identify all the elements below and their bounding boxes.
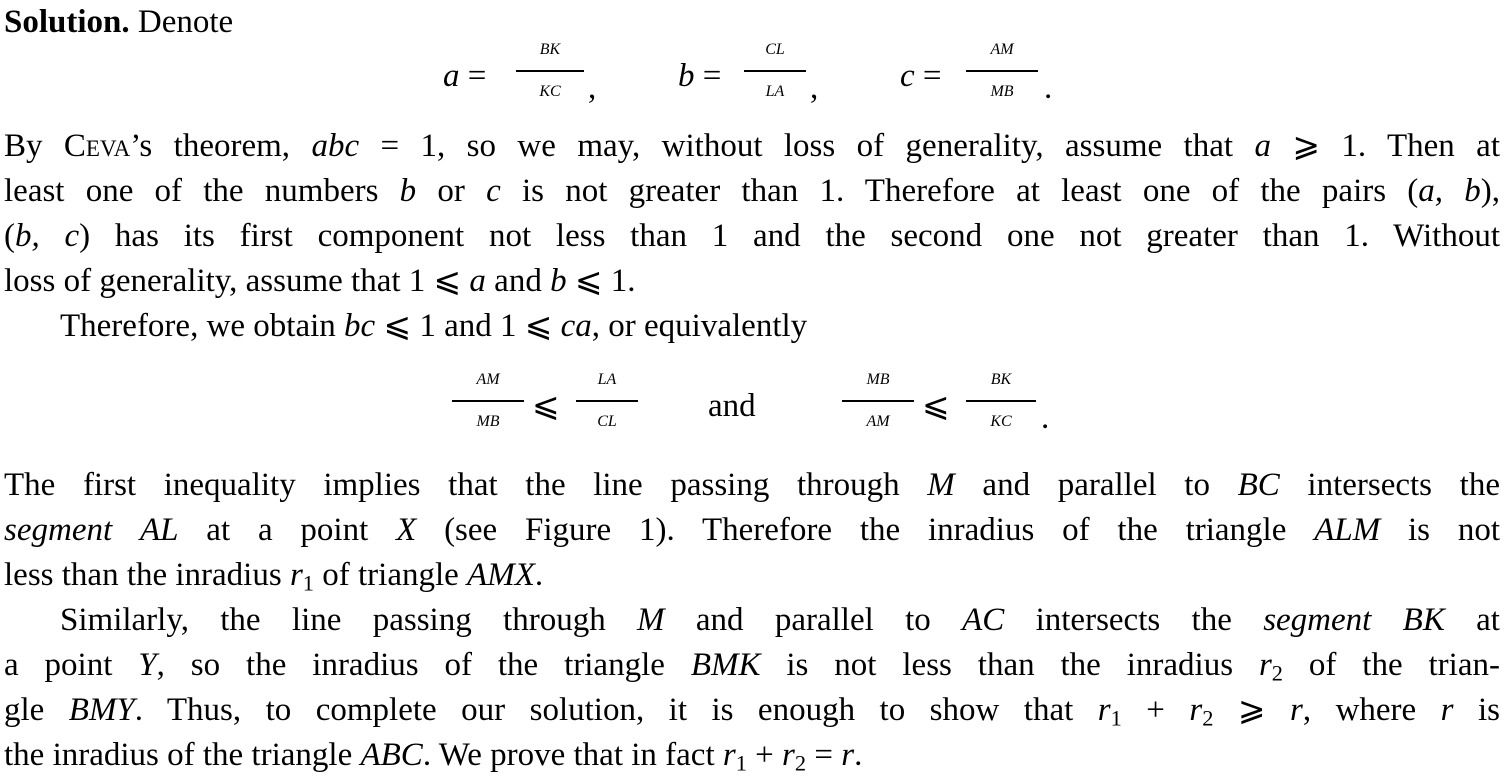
para1-line4: loss of generality, assume that 1 ⩽ a and b ⩽ 1. bbox=[4, 263, 636, 299]
eq-a-lhs: a = bbox=[443, 58, 487, 94]
eq-c-period: . bbox=[1044, 70, 1053, 106]
ineq-left-frac2: LA CL bbox=[576, 360, 638, 442]
var-a: a bbox=[443, 58, 460, 94]
para4-line4: the inradius of the triangle ABC. We prove that in fact $r_1 + r_2 = r$. bbox=[4, 737, 863, 776]
para3-line2: segment AL at a point X (see Figure 1). Therefore the inradius of the triangle ALM is not bbox=[4, 512, 1501, 548]
fraction-a-denominator: KC bbox=[539, 83, 561, 100]
ineq-period: . bbox=[1041, 400, 1050, 436]
fraction-c-numerator: AM bbox=[990, 41, 1014, 58]
denote-text: Denote bbox=[137, 4, 234, 40]
para2-line1: Therefore, we obtain bc ⩽ 1 and 1 ⩽ ca, or equivalently bbox=[60, 308, 808, 344]
ceva-name: Ceva bbox=[63, 128, 131, 164]
ineq-right-rel: ⩽ bbox=[922, 388, 950, 424]
para1-line2: least one of the numbers b or c is not greater than 1. Therefore at least one of the pairs (a, b), bbox=[4, 173, 1500, 209]
eq-a-comma: , bbox=[588, 70, 597, 106]
solution-label: Solution. bbox=[4, 4, 130, 40]
fraction-b-denominator: LA bbox=[765, 83, 785, 100]
para4-line3: gle BMY. Thus, to complete our solution, it is enough to show that $r_1 + r_2$ ⩾ r, where r is bbox=[4, 692, 1500, 731]
fraction-c-denominator: MB bbox=[990, 83, 1014, 100]
eq-b-comma: , bbox=[810, 70, 819, 106]
ineq-left-rel: ⩽ bbox=[532, 388, 560, 424]
fraction-a bbox=[516, 30, 584, 112]
para1-line1: By Ceva’s theorem, abc = 1, so we may, without loss of generality, assume that a ⩾ 1. Then at bbox=[4, 128, 1500, 164]
fraction-b-numerator: CL bbox=[765, 41, 785, 58]
para3-line1: The first inequality implies that the line passing through M and parallel to BC intersects the bbox=[4, 467, 1500, 503]
ineq-left-frac1: AM MB bbox=[452, 360, 524, 442]
fraction-a-numerator: BK bbox=[539, 41, 561, 58]
fraction-b bbox=[744, 30, 806, 112]
para3-line3: less than the inradius $r_1$ of triangle AMX. bbox=[4, 557, 544, 596]
para1-line3: (b, c) has its first component not less than 1 and the second one not greater than 1. Without bbox=[4, 218, 1500, 254]
ineq-right-frac1: MB AM bbox=[842, 360, 914, 442]
var-b: b bbox=[678, 58, 695, 94]
fraction-c bbox=[966, 30, 1038, 112]
var-c: c bbox=[900, 58, 915, 94]
para4-line2: a point Y, so the inradius of the triangle BMK is not less than the inradius $r_2$ of the trian- bbox=[4, 647, 1500, 686]
eq-b-lhs: b = bbox=[678, 58, 722, 94]
eq-c-lhs: c = bbox=[900, 58, 942, 94]
para4-line1: Similarly, the line passing through M and parallel to AC intersects the segment BK at bbox=[60, 602, 1500, 638]
ineq-and: and bbox=[708, 388, 756, 424]
ineq-right-frac2: BK KC bbox=[966, 360, 1036, 442]
